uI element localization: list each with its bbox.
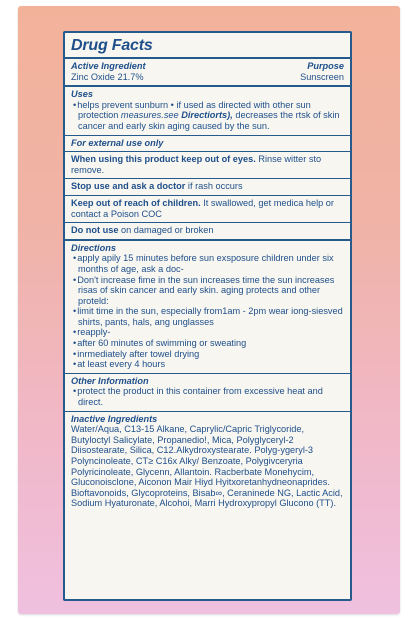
eyes-warning-bold: When using this product keep out of eyes. [71, 154, 256, 165]
purpose-heading: Purpose [307, 61, 344, 71]
stop-use-bold: Stop use and ask a doctor [71, 181, 186, 192]
uses-section [71, 87, 344, 134]
directions-item: • apply apily 15 minutes before sun exsposure children under six months of age, ask a doc- [71, 253, 344, 274]
active-ingredient-name: Zinc Oxide 21.7% [71, 71, 144, 82]
uses-text [71, 100, 344, 132]
panel-title: Drug Facts [71, 37, 153, 54]
directions-item: • after 60 minutes of swimming or sweating [71, 338, 344, 349]
uses-heading: Uses [71, 89, 93, 100]
directions-item: • Don't increase fime in the sun increases time the sun increases risas of skin cancer and early skin. aging protects and other proteld: [71, 275, 344, 307]
active-ingredient-section [71, 59, 344, 85]
directions-item: • inrmediately after towel drying [71, 349, 344, 360]
drug-facts-panel [63, 31, 352, 601]
inactive-ingredients-heading: Inactive Ingredients [71, 413, 158, 424]
active-ingredient-purpose: Sunscreen [300, 71, 344, 82]
children-warning-section [71, 196, 344, 222]
other-information-section [71, 374, 344, 411]
active-ingredient-heading: Active Ingredient [71, 61, 146, 71]
stop-use-text: if rash occurs [187, 181, 243, 192]
external-use-section [71, 136, 344, 152]
uses-text-bold: Directiorts), [181, 110, 233, 121]
directions-heading: Directions [71, 242, 116, 253]
eyes-warning-section [71, 152, 344, 178]
stop-use-section [71, 179, 344, 195]
inactive-ingredients-section [71, 412, 344, 512]
directions-section [71, 241, 344, 373]
do-not-use-bold: Do not use [71, 225, 119, 236]
do-not-use-section [71, 223, 344, 239]
uses-text-italic: measures.see [120, 110, 179, 121]
children-warning-text: It swallowed, get medica help or contact a Poison COC [71, 197, 334, 219]
uses-text-rest: decreases the rtsk of skin cancer and early skin aging caused by the sun. [78, 110, 340, 131]
other-information-heading: Other Information [71, 375, 149, 386]
uses-text-plain: helps prevent sunburn • if used as directed with other sun protection [77, 99, 311, 121]
other-information-item: • protect the product in this container from excessive heat and direct. [71, 386, 344, 407]
directions-item: • limit time in the sun, especially from1am - 2pm wear iong-siesved shirts, pants, hals, ang unglasses [71, 306, 344, 327]
inactive-ingredients-text: Water/Aqua, C13-15 Alkane, Caprylic/Capric Triglycoride, Butyloctyl Salicylate, Propanedio!, Mica, Polyglyceryl-2 Diisostearate, Silica, C12.Alkydroxystearate. Polyg-ygeryl-3 Polyncinoleate, CT≥ C16x Alky/ Benzoate, Polygivceryria Polyricinoleate, Glycenn, Allantoin. Racberbate Monehycim, Gluconoisclone, Aiconon Mair Hiyd Hyitxoretanhydneonaprides. Bioftavonoids, Glycoproteins, Bisab∞, Ceraninede NG, Lactic Acid, Sodium Hyaturonate, Alcohoi, Marri Hydroxypropyl Glucono (TT). [71, 424, 343, 509]
do-not-use-text: on damaged or broken [121, 225, 214, 236]
external-use-text: For external use only [71, 137, 164, 148]
directions-item: • reapply- [71, 327, 344, 338]
directions-item: • at least every 4 hours [71, 359, 344, 370]
eyes-warning-text: Rinse witter sto remove. [71, 154, 322, 175]
children-warning-bold: Keep out of reach of children. [71, 197, 201, 208]
